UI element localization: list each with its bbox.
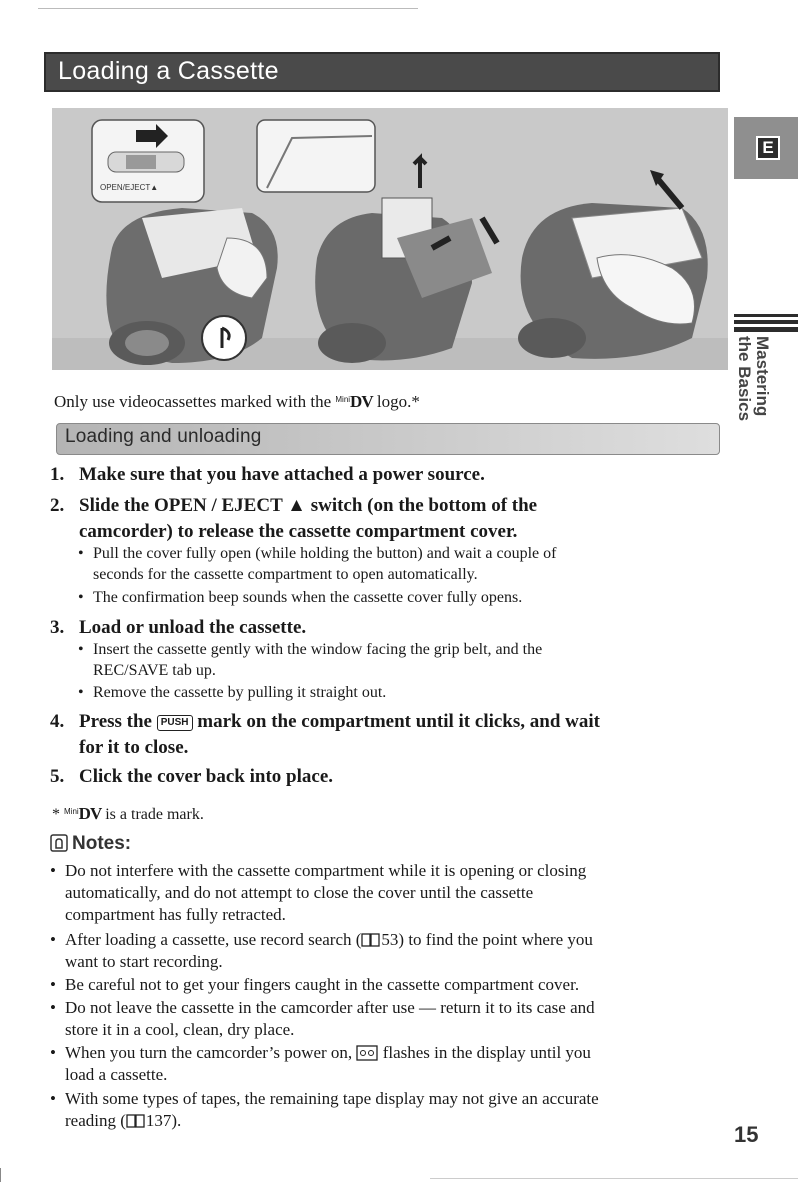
section-side-label bbox=[732, 336, 772, 436]
open-eject-switch-label: OPEN/EJECT▲ bbox=[100, 183, 159, 192]
top-rule bbox=[38, 8, 418, 9]
intro-text: Only use videocassettes marked with the $^{Mini}$DV logo.* bbox=[54, 392, 420, 411]
step-2-bullet-1: • Pull the cover fully open (while holding the button) and wait a couple of seconds for the cassette compartment to open automatically. bbox=[78, 545, 557, 583]
subsection-bar bbox=[56, 423, 720, 455]
section-side-label-line2: the Basics bbox=[735, 336, 754, 422]
notes-icon bbox=[50, 834, 68, 852]
step-3-bullet-1: • Insert the cassette gently with the window facing the grip belt, and the REC/SAVE tab up. bbox=[78, 641, 543, 679]
cassette-loading-illustration bbox=[52, 108, 728, 370]
notes-heading: Notes: bbox=[50, 833, 131, 855]
mini-dv-logo-mini: Mini bbox=[335, 395, 351, 404]
note-1: • Do not interfere with the cassette compartment while it is opening or closing automatically, and do not attempt to close the cover until the cassette compartment has fully retracted. bbox=[50, 861, 587, 924]
book-icon bbox=[361, 933, 381, 947]
page-title: Loading a Cassette bbox=[58, 57, 279, 85]
step-4: 4. Press the PUSH mark on the compartment until it clicks, and wait for it to close. bbox=[50, 711, 600, 758]
step-2-bullet-2: • The confirmation beep sounds when the cassette cover fully opens. bbox=[78, 589, 523, 606]
page-number: 15 bbox=[734, 1122, 759, 1147]
left-edge-mark bbox=[0, 1168, 1, 1182]
trademark-note: * $^{Mini}$DV is a trade mark. bbox=[52, 804, 204, 823]
step-3: 3. Load or unload the cassette. bbox=[50, 617, 307, 638]
step-5: 5. Click the cover back into place. bbox=[50, 766, 334, 787]
page-title-bar bbox=[44, 52, 720, 92]
note-5: • When you turn the camcorder’s power on, flashes in the display until you load a cassette. bbox=[50, 1043, 591, 1084]
subsection-title: Loading and unloading bbox=[65, 426, 262, 447]
section-side-label-line1: Mastering bbox=[753, 336, 772, 417]
push-mark-icon: PUSH bbox=[157, 715, 193, 731]
section-marker-bars bbox=[734, 314, 798, 332]
book-icon bbox=[126, 1114, 146, 1128]
step-3-bullet-2: • Remove the cassette by pulling it straight out. bbox=[78, 684, 387, 701]
note-3: • Be careful not to get your fingers caught in the cassette compartment cover. bbox=[50, 975, 580, 994]
note-2: • After loading a cassette, use record search ( 53) to find the point where you want to start recording. bbox=[50, 930, 593, 971]
mini-dv-logo: DV bbox=[350, 392, 373, 411]
language-tab-letter: E bbox=[756, 136, 780, 160]
note-4: • Do not leave the cassette in the camcorder after use — return it to its case and store it in a cool, clean, dry place. bbox=[50, 998, 595, 1039]
note-6: • With some types of tapes, the remaining tape display may not give an accurate reading ( 137). bbox=[50, 1089, 599, 1130]
step-1: 1. Make sure that you have attached a power source. bbox=[50, 464, 485, 485]
step-2: 2. Slide the OPEN / EJECT ▲ switch (on the bottom of the camcorder) to release the cassette compartment cover. bbox=[50, 495, 538, 542]
cassette-icon bbox=[356, 1045, 378, 1061]
bottom-rule bbox=[430, 1178, 798, 1179]
language-tab bbox=[734, 117, 798, 179]
